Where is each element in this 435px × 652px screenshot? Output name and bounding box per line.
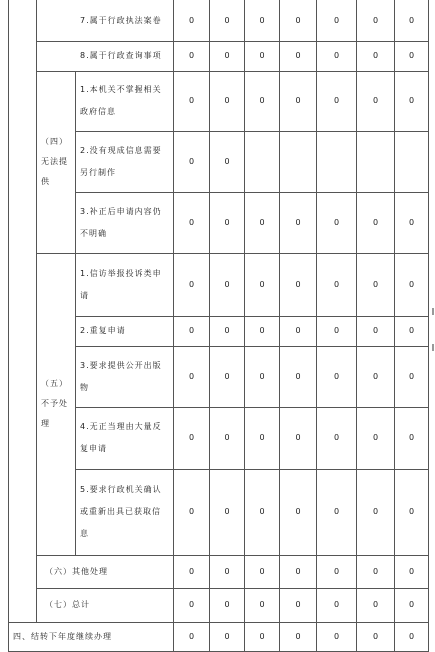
table-cell <box>395 131 428 192</box>
table-cell: 0 <box>295 326 301 335</box>
table-cell: 0 <box>188 433 195 442</box>
table-cell: 0 <box>224 15 230 25</box>
table-cell <box>357 131 394 192</box>
row-label: 4.无正当理由大量反复申请 <box>80 422 162 453</box>
table-cell: 0 <box>333 566 340 576</box>
table-cell: 0 <box>188 566 195 576</box>
table-cell: 0 <box>295 566 301 576</box>
table-cell: 0 <box>372 433 379 442</box>
edge-mark <box>432 308 434 315</box>
table-cell: 0 <box>295 15 301 25</box>
table-cell: 0 <box>188 326 195 335</box>
table-cell: 0 <box>224 371 230 381</box>
table-cell: 0 <box>372 600 379 609</box>
table-cell: 0 <box>224 600 230 609</box>
table-cell: 0 <box>372 631 379 641</box>
table-cell: 0 <box>188 631 195 641</box>
table-cell: 0 <box>295 217 301 227</box>
table-cell: 0 <box>333 371 340 381</box>
group-label-no-info: （四）无法提供 <box>41 137 68 186</box>
table-cell: 0 <box>408 600 415 609</box>
table-cell: 0 <box>224 217 230 227</box>
table-cell: 0 <box>372 566 379 576</box>
table-cell: 0 <box>224 279 230 289</box>
row-label: 8.属于行政查询事项 <box>80 51 162 60</box>
table-cell: 0 <box>224 631 230 641</box>
row-label: 1.信访举报投诉类申请 <box>80 268 162 300</box>
table-cell: 0 <box>372 51 379 60</box>
row-label: 3.补正后申请内容仍不明确 <box>80 206 162 238</box>
group-label-not-processed: （五）不予处理 <box>41 379 68 428</box>
edge-mark <box>432 344 434 351</box>
table-cell: 0 <box>372 371 379 381</box>
table-cell: 0 <box>259 51 265 60</box>
table-cell: 0 <box>372 96 379 105</box>
table-cell: 0 <box>333 507 340 516</box>
table-cell: 0 <box>333 279 340 289</box>
table-cell: 0 <box>333 96 340 105</box>
table-cell: 0 <box>408 217 415 227</box>
table-cell: 0 <box>224 433 230 442</box>
table-cell: 0 <box>372 217 379 227</box>
table-cell: 0 <box>188 15 195 25</box>
row-label: （七）总计 <box>45 600 90 609</box>
table-cell: 0 <box>224 326 230 335</box>
table-cell: 0 <box>188 96 195 105</box>
table-cell: 0 <box>333 326 340 335</box>
table-cell: 0 <box>188 156 195 166</box>
row-label: 四、结转下年度继续办理 <box>13 631 112 641</box>
row-label: （六）其他处理 <box>45 566 108 576</box>
table-cell: 0 <box>408 326 415 335</box>
table-cell: 0 <box>333 217 340 227</box>
table-cell: 0 <box>259 566 265 576</box>
row-label: 2.重复申请 <box>80 326 126 335</box>
table-cell: 0 <box>188 51 195 60</box>
table-cell: 0 <box>333 433 340 442</box>
table-cell <box>245 131 279 192</box>
table-cell: 0 <box>188 507 195 516</box>
table-cell <box>280 131 316 192</box>
table-cell: 0 <box>295 631 301 641</box>
table-cell <box>317 131 356 192</box>
table-cell: 0 <box>333 15 340 25</box>
grid-line <box>8 0 9 651</box>
table-cell: 0 <box>408 507 415 516</box>
table-cell: 0 <box>372 326 379 335</box>
table-cell: 0 <box>259 279 265 289</box>
table-cell: 0 <box>295 600 301 609</box>
table-cell: 0 <box>295 51 301 60</box>
table-cell: 0 <box>259 433 265 442</box>
table-cell: 0 <box>188 217 195 227</box>
table-cell: 0 <box>408 51 415 60</box>
table-cell: 0 <box>188 279 195 289</box>
table-cell: 0 <box>408 433 415 442</box>
row-label: 1.本机关不掌握相关政府信息 <box>80 85 162 116</box>
table-cell: 0 <box>372 507 379 516</box>
table-cell: 0 <box>295 96 301 105</box>
row-label: 5.要求行政机关确认或重新出具已获取信息 <box>80 485 162 538</box>
table-cell: 0 <box>372 15 379 25</box>
table-cell: 0 <box>408 566 415 576</box>
table-cell: 0 <box>295 507 301 516</box>
row-label: 3.要求提供公开出版物 <box>80 360 162 392</box>
table-cell: 0 <box>259 631 265 641</box>
table-cell: 0 <box>408 631 415 641</box>
table-cell: 0 <box>188 600 195 609</box>
table-cell: 0 <box>259 15 265 25</box>
table-cell: 0 <box>295 371 301 381</box>
table-cell: 0 <box>333 600 340 609</box>
table-cell: 0 <box>224 507 230 516</box>
table-cell: 0 <box>259 600 265 609</box>
table-cell: 0 <box>259 326 265 335</box>
table-cell: 0 <box>372 279 379 289</box>
table-cell: 0 <box>188 371 195 381</box>
table-cell: 0 <box>408 96 415 105</box>
table-cell: 0 <box>259 96 265 105</box>
table-cell: 0 <box>333 51 340 60</box>
table-cell: 0 <box>224 96 230 105</box>
table-cell: 0 <box>259 371 265 381</box>
grid-line <box>428 0 429 651</box>
table-cell: 0 <box>224 51 230 60</box>
table-cell: 0 <box>224 566 230 576</box>
row-label: 2.没有现成信息需要另行制作 <box>80 145 162 177</box>
row-label: 7.属于行政执法案卷 <box>80 15 162 25</box>
table-cell: 0 <box>333 631 340 641</box>
table-cell: 0 <box>408 279 415 289</box>
table-cell: 0 <box>259 217 265 227</box>
table-cell: 0 <box>295 433 301 442</box>
table-cell: 0 <box>224 156 230 166</box>
table-cell: 0 <box>295 279 301 289</box>
table-cell: 0 <box>408 371 415 381</box>
table-cell: 0 <box>259 507 265 516</box>
table-cell: 0 <box>408 15 415 25</box>
